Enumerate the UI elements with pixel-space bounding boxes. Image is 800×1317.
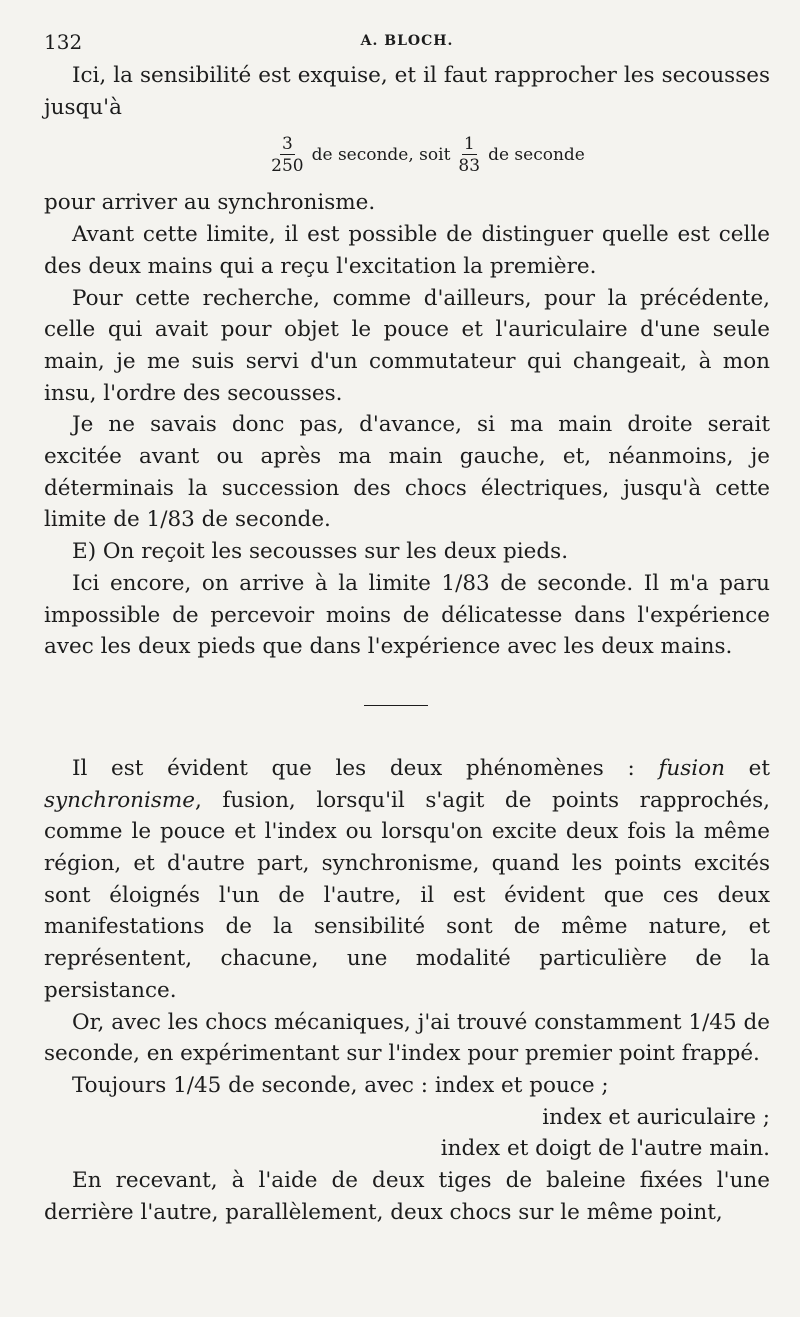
fraction-numerator: 3 xyxy=(281,134,293,155)
term-fusion: fusion xyxy=(658,755,725,781)
paragraph-2: pour arriver au synchronisme. xyxy=(44,190,376,216)
fraction-text-1: de seconde, soit xyxy=(311,144,451,165)
paragraph-7: Ici encore, on arrive à la limite 1/83 de seconde. Il m'a paru impossible de percevoir moins de délicatesse dans l'expérience avec les deux pieds que dans l'expérience avec les deux mains. xyxy=(44,570,770,660)
fraction-3-250 xyxy=(269,135,305,175)
paragraph-10: Toujours 1/45 de seconde, avec : index et pouce ; xyxy=(72,1072,609,1098)
paragraph-8-part-a: Il est évident que les deux phénomènes : xyxy=(72,755,659,781)
fraction-denominator: 250 xyxy=(271,156,304,177)
paragraph-8-part-c: , fusion, lorsqu'il s'agit de points rapprochés, comme le pouce et l'index ou lorsqu'on excite deux fois la même région, et d'autre part, synchronisme, quand les points excités sont éloignés l'un de l'autre, il est évident que ces deux manifestations de la sensibilité sont de même nature, et représentent, chacune, une modalité particulière de la persistance. xyxy=(44,787,770,1003)
running-head: A. BLOCH. xyxy=(360,33,454,49)
fraction-1-83 xyxy=(456,135,482,175)
separator-rule xyxy=(364,705,428,706)
term-synchronisme: synchronisme xyxy=(44,787,196,813)
paragraph-3: Avant cette limite, il est possible de distinguer quelle est celle des deux mains qui a reçu l'excitation la première. xyxy=(44,222,770,279)
paragraph-9: Or, avec les chocs mécaniques, j'ai trouvé constamment 1/45 de seconde, en expérimentant sur l'index pour premier point frappé. xyxy=(44,1009,770,1067)
paragraph-10-line-2: index et auriculaire ; xyxy=(542,1104,770,1130)
paragraph-8-part-b: et xyxy=(724,755,770,781)
fraction-numerator: 1 xyxy=(463,134,475,155)
page-header xyxy=(44,30,770,58)
paragraph-11: En recevant, à l'aide de deux tiges de baleine fixées l'une derrière l'autre, parallèlement, deux chocs sur le même point, xyxy=(44,1168,770,1225)
section-separator xyxy=(44,663,770,753)
paragraph-6: E) On reçoit les secousses sur les deux pieds. xyxy=(72,539,569,565)
fraction-line xyxy=(84,123,770,187)
fraction-text-2: de seconde xyxy=(488,144,585,165)
paragraph-5: Je ne savais donc pas, d'avance, si ma main droite serait excitée avant ou après ma main gauche, et, néanmoins, je déterminais la succession des chocs électriques, jusqu'à cette limite de 1/83 de seconde. xyxy=(44,412,770,533)
paragraph-8 xyxy=(44,753,770,1007)
paragraph-10-line-3: index et doigt de l'autre main. xyxy=(440,1136,770,1162)
page-number: 132 xyxy=(44,30,83,54)
fraction-denominator: 83 xyxy=(458,156,481,177)
paragraph-4: Pour cette recherche, comme d'ailleurs, pour la précédente, celle qui avait pour objet le pouce et l'auriculaire d'une seule main, je me suis servi d'un commutateur qui changeait, à mon insu, l'ordre des secousses. xyxy=(44,285,770,406)
body-text xyxy=(44,60,770,1229)
paragraph-1: Ici, la sensibilité est exquise, et il faut rapprocher les secousses jusqu'à xyxy=(44,63,770,120)
